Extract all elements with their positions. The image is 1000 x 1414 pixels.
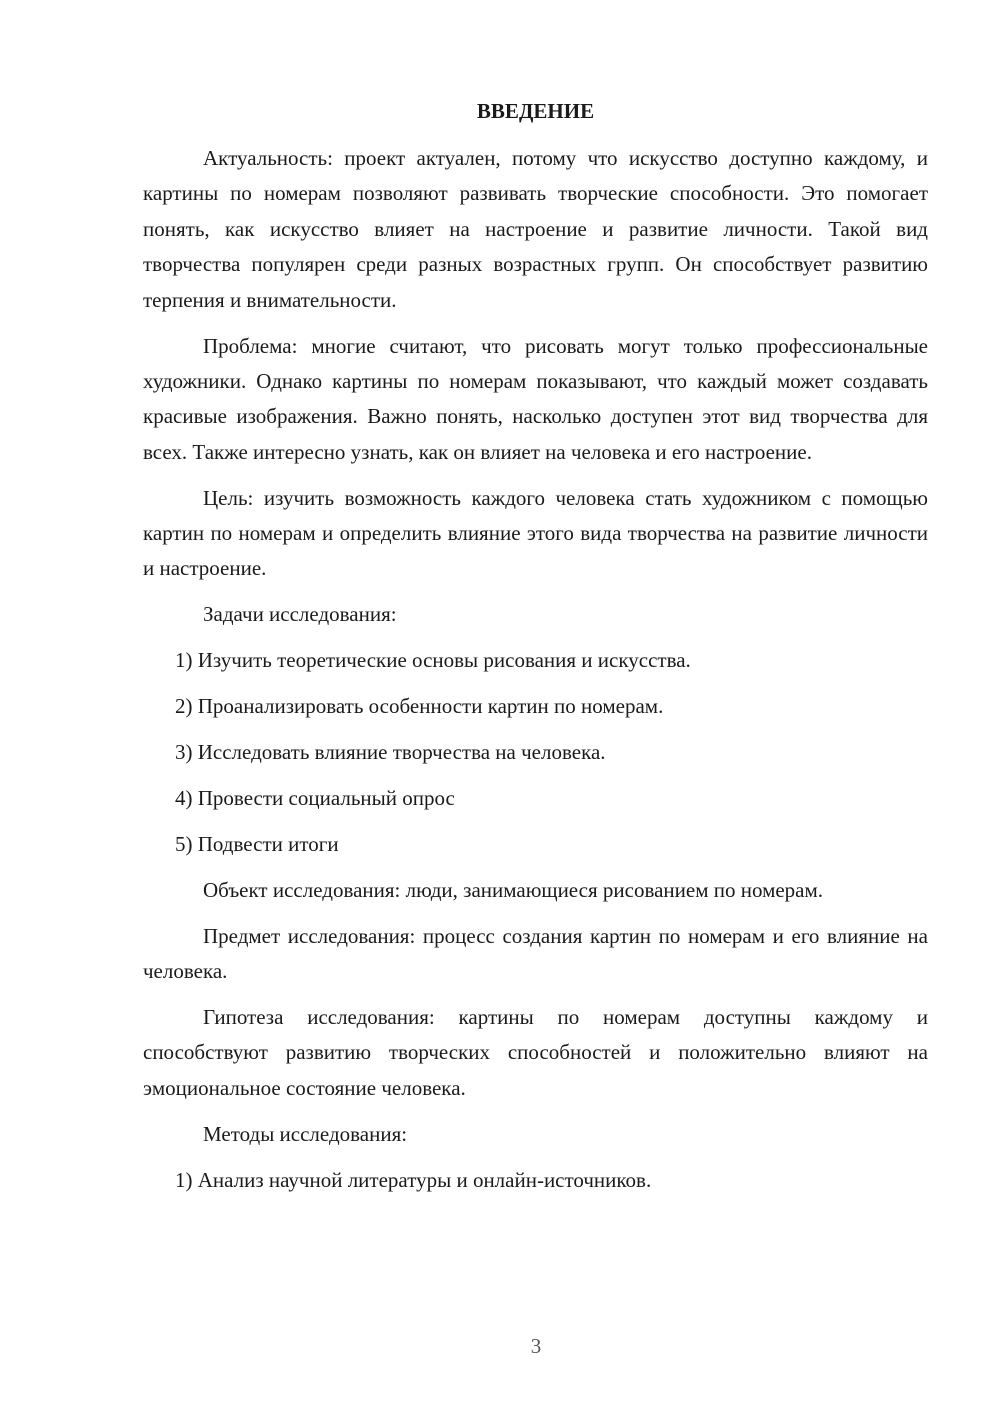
task-item: 1) Изучить теоретические основы рисования и искусства. bbox=[175, 648, 691, 673]
methods-heading: Методы исследования: bbox=[203, 1121, 408, 1146]
hypothesis-paragraph: Гипотеза исследования: картины по номерам доступны каждому и способствуют развитию творческих способностей и положительно влияют на эмоциональное состояние человека. bbox=[143, 1005, 928, 1100]
task-item: 5) Подвести итоги bbox=[175, 831, 339, 856]
subject-paragraph: Предмет исследования: процесс создания картин по номерам и его влияние на человека. bbox=[143, 923, 928, 984]
task-item: 2) Проанализировать особенности картин по номерам. bbox=[175, 694, 664, 719]
page-number: 3 bbox=[530, 1334, 542, 1358]
tasks-heading: Задачи исследования: bbox=[203, 602, 397, 627]
goal-paragraph: Цель: изучить возможность каждого человека стать художником с помощью картин по номерам и определить влияние этого вида творчества на развитие личности и настроение. bbox=[143, 485, 928, 581]
object-paragraph: Объект исследования: люди, занимающиеся рисованием по номерам. bbox=[203, 877, 824, 902]
document-page bbox=[143, 94, 928, 1209]
task-item: 3) Исследовать влияние творчества на человека. bbox=[175, 740, 606, 765]
method-item: 1) Анализ научной литературы и онлайн-источников. bbox=[175, 1167, 652, 1192]
problem-paragraph: Проблема: многие считают, что рисовать могут только профессиональные художники. Однако картины по номерам показывают, что каждый может создавать красивые изображения. Важно понять, насколько доступен этот вид творчества для всех. Также интересно узнать, как он влияет на человека и его настроение. bbox=[143, 333, 928, 464]
relevance-paragraph: Актуальность: проект актуален, потому что искусство доступно каждому, и картины по номерам позволяют развивать творческие способности. Это помогает понять, как искусство влияет на настроение и развитие личности. Такой вид творчества популярен среди разных возрастных групп. Он способствует развитию терпения и внимательности. bbox=[143, 146, 928, 312]
section-title: ВВЕДЕНИЕ bbox=[476, 99, 595, 123]
task-item: 4) Провести социальный опрос bbox=[175, 786, 455, 810]
